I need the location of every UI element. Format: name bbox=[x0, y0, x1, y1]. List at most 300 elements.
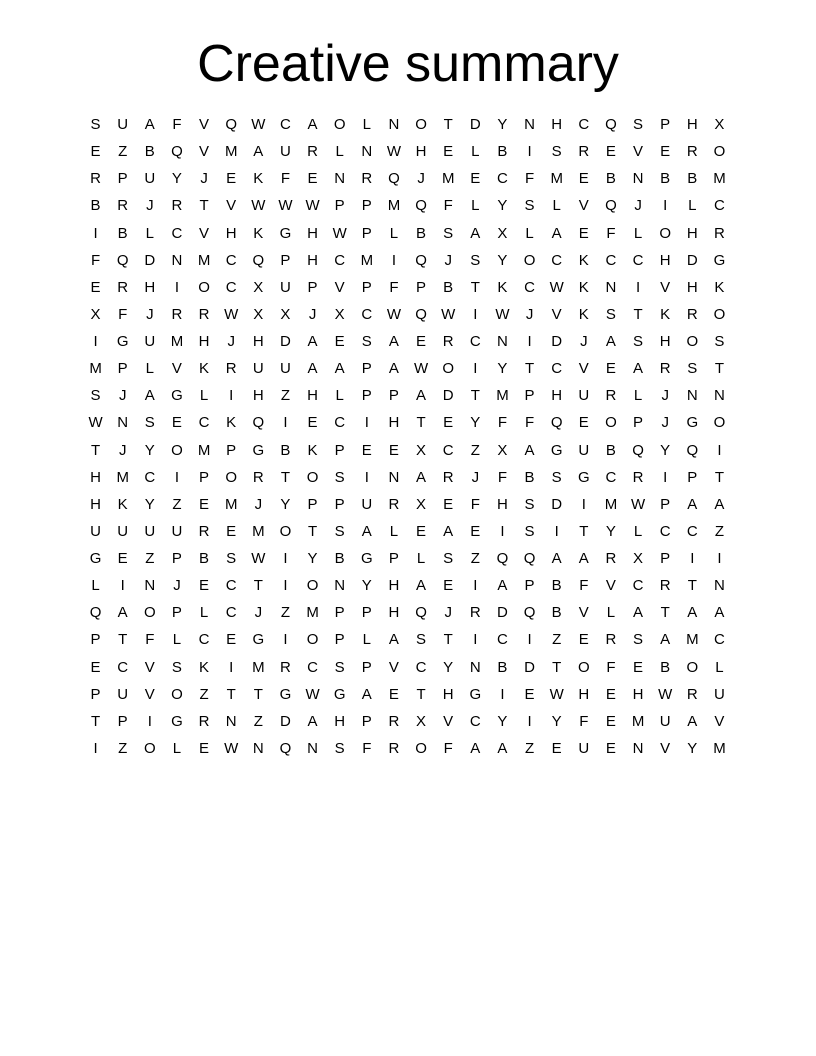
grid-letter-r4-c14: F bbox=[443, 197, 453, 215]
grid-letter-r8-c20: S bbox=[605, 305, 616, 323]
grid-letter-r7-c4: I bbox=[174, 278, 180, 296]
grid-letter-r7-c19: K bbox=[578, 278, 589, 296]
grid-letter-r8-c21: T bbox=[633, 305, 643, 323]
grid-letter-r13-c3: Y bbox=[144, 441, 155, 459]
grid-letter-r12-c3: S bbox=[144, 414, 155, 432]
grid-letter-r12-c22: J bbox=[661, 414, 669, 432]
grid-letter-r6-c3: D bbox=[144, 251, 156, 269]
grid-letter-r16-c1: U bbox=[90, 522, 101, 540]
grid-letter-r12-c23: G bbox=[686, 414, 699, 432]
grid-letter-r3-c16: C bbox=[497, 170, 508, 188]
grid-letter-r4-c13: Q bbox=[415, 197, 427, 215]
grid-letter-r23-c4: G bbox=[171, 712, 183, 730]
grid-letter-r1-c11: L bbox=[362, 116, 371, 134]
grid-letter-r7-c11: P bbox=[361, 278, 372, 296]
grid-letter-r23-c1: T bbox=[90, 712, 101, 730]
grid-letter-r8-c19: K bbox=[578, 305, 589, 323]
grid-letter-r11-c19: U bbox=[578, 387, 590, 405]
grid-letter-r17-c18: A bbox=[551, 550, 562, 568]
grid-letter-r1-c6: Q bbox=[225, 116, 238, 134]
grid-letter-r17-c16: Q bbox=[496, 550, 509, 568]
grid-letter-r14-c19: G bbox=[577, 468, 590, 486]
grid-letter-r7-c17: C bbox=[524, 278, 535, 296]
grid-letter-r24-c14: F bbox=[443, 739, 453, 757]
grid-letter-r6-c2: Q bbox=[116, 251, 129, 269]
grid-letter-r21-c8: R bbox=[280, 658, 291, 676]
grid-letter-r23-c5: R bbox=[198, 712, 210, 730]
grid-letter-r24-c10: S bbox=[334, 739, 345, 757]
grid-letter-r6-c20: C bbox=[605, 251, 617, 269]
grid-letter-r9-c10: E bbox=[334, 333, 345, 351]
grid-letter-r13-c8: B bbox=[280, 441, 291, 459]
grid-letter-r18-c21: C bbox=[632, 577, 644, 595]
grid-letter-r5-c21: L bbox=[633, 224, 643, 242]
grid-letter-r14-c15: J bbox=[471, 468, 480, 486]
grid-letter-r1-c20: Q bbox=[605, 116, 617, 134]
grid-letter-r23-c11: P bbox=[361, 712, 372, 730]
grid-letter-r20-c10: P bbox=[334, 631, 345, 649]
grid-letter-r5-c17: L bbox=[525, 224, 534, 242]
grid-letter-r17-c12: P bbox=[388, 550, 399, 568]
grid-letter-r22-c20: E bbox=[605, 685, 616, 703]
grid-letter-r23-c14: V bbox=[443, 712, 454, 730]
grid-letter-r10-c23: S bbox=[687, 360, 698, 378]
grid-letter-r13-c20: B bbox=[605, 441, 616, 459]
grid-letter-r16-c15: E bbox=[470, 522, 481, 540]
grid-letter-r14-c4: I bbox=[174, 468, 180, 486]
grid-letter-r24-c17: Z bbox=[524, 739, 535, 757]
grid-letter-r24-c16: A bbox=[497, 739, 508, 757]
grid-letter-r18-c12: H bbox=[388, 577, 400, 595]
grid-letter-r8-c4: R bbox=[171, 305, 183, 323]
grid-letter-r24-c8: Q bbox=[279, 739, 292, 757]
grid-letter-r10-c18: C bbox=[551, 360, 563, 378]
grid-letter-r16-c4: U bbox=[171, 522, 183, 540]
grid-letter-r10-c5: K bbox=[199, 360, 210, 378]
grid-letter-r22-c16: I bbox=[500, 685, 505, 703]
grid-letter-r1-c7: W bbox=[251, 116, 266, 134]
grid-letter-r1-c3: A bbox=[144, 116, 155, 134]
grid-letter-r24-c1: I bbox=[93, 739, 98, 757]
grid-letter-r10-c15: I bbox=[473, 360, 478, 378]
grid-letter-r21-c3: V bbox=[144, 658, 155, 676]
grid-letter-r3-c11: R bbox=[361, 170, 373, 188]
grid-letter-r21-c2: C bbox=[117, 658, 129, 676]
grid-letter-r6-c11: M bbox=[360, 251, 374, 269]
grid-letter-r12-c15: Y bbox=[470, 414, 481, 432]
grid-letter-r22-c9: W bbox=[305, 685, 320, 703]
grid-letter-r23-c16: Y bbox=[497, 712, 508, 730]
grid-letter-r17-c21: X bbox=[633, 550, 644, 568]
grid-letter-r5-c18: A bbox=[551, 224, 562, 242]
grid-letter-r17-c23: I bbox=[690, 550, 695, 568]
grid-letter-r1-c13: O bbox=[415, 116, 427, 134]
grid-letter-r14-c13: A bbox=[416, 468, 427, 486]
grid-letter-r16-c6: E bbox=[226, 522, 237, 540]
grid-letter-r17-c24: I bbox=[717, 550, 722, 568]
grid-letter-r4-c23: L bbox=[688, 197, 697, 215]
grid-letter-r21-c21: E bbox=[633, 658, 644, 676]
grid-letter-r13-c2: J bbox=[118, 441, 127, 459]
grid-letter-r22-c19: H bbox=[578, 685, 590, 703]
grid-letter-r19-c5: L bbox=[199, 604, 209, 622]
grid-letter-r7-c5: O bbox=[198, 278, 210, 296]
grid-letter-r3-c4: Y bbox=[171, 170, 182, 188]
grid-letter-r7-c6: C bbox=[225, 278, 237, 296]
grid-letter-r12-c11: I bbox=[364, 414, 369, 432]
grid-letter-r3-c15: E bbox=[470, 170, 481, 188]
grid-letter-r19-c6: C bbox=[225, 604, 237, 622]
grid-letter-r2-c2: Z bbox=[118, 143, 128, 161]
grid-letter-r9-c16: N bbox=[497, 333, 508, 351]
grid-letter-r7-c7: X bbox=[253, 278, 264, 296]
grid-letter-r2-c18: S bbox=[551, 143, 562, 161]
grid-letter-r3-c12: Q bbox=[388, 170, 400, 188]
grid-letter-r17-c20: R bbox=[605, 550, 617, 568]
grid-letter-r23-c6: N bbox=[225, 712, 237, 730]
grid-letter-r13-c12: E bbox=[388, 441, 399, 459]
grid-letter-r23-c22: U bbox=[659, 712, 671, 730]
grid-letter-r13-c1: T bbox=[90, 441, 101, 459]
grid-letter-r3-c8: F bbox=[280, 170, 291, 188]
grid-letter-r15-c23: A bbox=[687, 495, 698, 513]
grid-letter-r8-c2: F bbox=[118, 305, 128, 323]
grid-letter-r14-c2: M bbox=[116, 468, 129, 486]
grid-letter-r5-c13: B bbox=[416, 224, 427, 242]
grid-letter-r11-c17: P bbox=[524, 387, 535, 405]
grid-letter-r6-c1: F bbox=[90, 251, 101, 269]
grid-letter-r6-c19: K bbox=[578, 251, 589, 269]
grid-letter-r11-c2: J bbox=[118, 387, 127, 405]
grid-letter-r24-c5: E bbox=[199, 739, 210, 757]
grid-letter-r12-c10: C bbox=[334, 414, 346, 432]
grid-letter-r15-c18: D bbox=[551, 495, 563, 513]
grid-letter-r16-c16: I bbox=[500, 522, 505, 540]
grid-letter-r2-c10: L bbox=[335, 143, 344, 161]
grid-letter-r19-c10: P bbox=[334, 604, 345, 622]
grid-letter-r9-c6: J bbox=[227, 333, 235, 351]
grid-letter-r16-c23: C bbox=[686, 522, 698, 540]
grid-letter-r18-c20: V bbox=[605, 577, 616, 595]
grid-letter-r1-c23: H bbox=[686, 116, 698, 134]
grid-letter-r3-c2: P bbox=[117, 170, 128, 188]
grid-letter-r13-c18: G bbox=[550, 441, 563, 459]
grid-letter-r2-c19: R bbox=[578, 143, 590, 161]
grid-letter-r12-c20: O bbox=[605, 414, 617, 432]
grid-letter-r15-c12: R bbox=[388, 495, 400, 513]
grid-letter-r20-c4: L bbox=[172, 631, 182, 649]
grid-letter-r6-c7: Q bbox=[252, 251, 265, 269]
grid-letter-r5-c19: E bbox=[578, 224, 589, 242]
grid-letter-r23-c18: Y bbox=[551, 712, 562, 730]
grid-letter-r1-c5: V bbox=[199, 116, 210, 134]
grid-letter-r6-c22: H bbox=[659, 251, 671, 269]
grid-letter-r18-c11: Y bbox=[361, 577, 372, 595]
grid-letter-r6-c16: Y bbox=[497, 251, 508, 269]
grid-letter-r24-c11: F bbox=[362, 739, 372, 757]
grid-letter-r3-c18: M bbox=[550, 170, 563, 188]
grid-letter-r11-c14: D bbox=[442, 387, 454, 405]
grid-letter-r9-c20: A bbox=[605, 333, 616, 351]
grid-letter-r19-c21: A bbox=[633, 604, 644, 622]
grid-letter-r21-c24: L bbox=[715, 658, 724, 676]
grid-letter-r8-c9: J bbox=[308, 305, 317, 323]
grid-letter-r24-c6: W bbox=[224, 739, 239, 757]
grid-letter-r10-c19: V bbox=[578, 360, 589, 378]
grid-letter-r9-c18: D bbox=[551, 333, 563, 351]
grid-letter-r6-c4: N bbox=[171, 251, 183, 269]
grid-letter-r8-c23: R bbox=[686, 305, 698, 323]
grid-letter-r19-c20: L bbox=[606, 604, 616, 622]
grid-letter-r20-c6: E bbox=[226, 631, 237, 649]
grid-letter-r12-c6: K bbox=[226, 414, 237, 432]
grid-letter-r9-c21: S bbox=[633, 333, 644, 351]
grid-letter-r6-c21: C bbox=[632, 251, 644, 269]
grid-letter-r3-c7: K bbox=[253, 170, 264, 188]
page-title: Creative summary bbox=[197, 35, 619, 93]
grid-letter-r9-c12: A bbox=[388, 333, 399, 351]
grid-letter-r8-c14: W bbox=[441, 305, 456, 323]
grid-letter-r19-c17: Q bbox=[523, 604, 536, 622]
grid-letter-r12-c2: N bbox=[117, 414, 129, 432]
grid-letter-r4-c7: W bbox=[251, 197, 266, 215]
grid-letter-r10-c11: P bbox=[361, 360, 372, 378]
grid-letter-r2-c13: H bbox=[415, 143, 427, 161]
grid-letter-r9-c5: H bbox=[198, 333, 210, 351]
grid-letter-r3-c3: U bbox=[144, 170, 156, 188]
grid-letter-r3-c21: N bbox=[632, 170, 644, 188]
grid-letter-r1-c24: X bbox=[714, 116, 725, 134]
grid-letter-r24-c19: U bbox=[578, 739, 590, 757]
grid-letter-r20-c1: P bbox=[90, 631, 101, 649]
grid-letter-r18-c2: I bbox=[120, 577, 125, 595]
grid-letter-r21-c5: K bbox=[199, 658, 210, 676]
grid-letter-r16-c24: Z bbox=[714, 522, 725, 540]
grid-letter-r22-c5: Z bbox=[199, 685, 209, 703]
grid-letter-r20-c9: O bbox=[306, 631, 319, 649]
grid-letter-r15-c14: E bbox=[443, 495, 454, 513]
grid-letter-r18-c4: J bbox=[173, 577, 181, 595]
grid-letter-r8-c12: W bbox=[386, 305, 402, 323]
grid-letter-r12-c7: Q bbox=[252, 414, 265, 432]
grid-letter-r24-c2: Z bbox=[118, 739, 128, 757]
grid-letter-r1-c15: D bbox=[469, 116, 481, 134]
grid-letter-r15-c15: F bbox=[470, 495, 480, 513]
grid-letter-r22-c12: E bbox=[388, 685, 399, 703]
grid-letter-r4-c22: I bbox=[663, 197, 668, 215]
grid-letter-r4-c15: L bbox=[471, 197, 480, 215]
grid-letter-r4-c10: P bbox=[334, 197, 345, 215]
grid-letter-r15-c22: P bbox=[660, 495, 671, 513]
grid-letter-r20-c24: C bbox=[714, 631, 725, 649]
grid-letter-r5-c11: P bbox=[361, 224, 372, 242]
grid-letter-r23-c24: V bbox=[714, 712, 725, 730]
grid-letter-r11-c13: A bbox=[416, 387, 427, 405]
grid-letter-r7-c13: P bbox=[416, 278, 427, 296]
grid-letter-r16-c5: R bbox=[198, 522, 210, 540]
grid-letter-r4-c2: R bbox=[117, 197, 129, 215]
grid-letter-r2-c6: M bbox=[224, 143, 238, 161]
grid-letter-r21-c20: F bbox=[606, 658, 616, 676]
grid-letter-r13-c10: P bbox=[334, 441, 345, 459]
grid-letter-r13-c23: Q bbox=[686, 441, 699, 459]
grid-letter-r3-c1: R bbox=[90, 170, 101, 188]
grid-letter-r14-c20: C bbox=[605, 468, 617, 486]
grid-letter-r20-c19: E bbox=[578, 631, 589, 649]
grid-letter-r7-c20: N bbox=[605, 278, 617, 296]
grid-letter-r22-c7: T bbox=[253, 685, 263, 703]
grid-letter-r9-c15: C bbox=[469, 333, 481, 351]
grid-letter-r2-c14: E bbox=[443, 143, 454, 161]
grid-letter-r2-c7: A bbox=[253, 143, 264, 161]
grid-letter-r5-c12: L bbox=[389, 224, 399, 242]
grid-letter-r5-c6: H bbox=[225, 224, 237, 242]
grid-letter-r16-c10: S bbox=[334, 522, 345, 540]
grid-letter-r22-c22: W bbox=[658, 685, 673, 703]
grid-letter-r23-c9: A bbox=[307, 712, 318, 730]
grid-letter-r19-c1: Q bbox=[89, 604, 102, 622]
grid-letter-r14-c1: H bbox=[90, 468, 101, 486]
grid-letter-r2-c8: U bbox=[280, 143, 291, 161]
grid-letter-r4-c21: J bbox=[634, 197, 642, 215]
grid-letter-r17-c4: P bbox=[171, 550, 182, 568]
grid-letter-r19-c23: A bbox=[687, 604, 698, 622]
grid-letter-r2-c21: V bbox=[633, 143, 644, 161]
grid-letter-r24-c9: N bbox=[307, 739, 318, 757]
grid-letter-r13-c14: C bbox=[442, 441, 454, 459]
grid-letter-r23-c17: I bbox=[527, 712, 532, 730]
grid-letter-r11-c18: H bbox=[551, 387, 563, 405]
grid-letter-r15-c24: A bbox=[714, 495, 725, 513]
grid-letter-r12-c14: E bbox=[443, 414, 454, 432]
grid-letter-r16-c22: C bbox=[659, 522, 671, 540]
grid-letter-r20-c15: I bbox=[473, 631, 478, 649]
grid-letter-r13-c7: G bbox=[252, 441, 265, 459]
grid-letter-r20-c8: I bbox=[283, 631, 288, 649]
grid-letter-r2-c17: I bbox=[527, 143, 532, 161]
grid-letter-r20-c22: A bbox=[660, 631, 671, 649]
grid-letter-r18-c18: B bbox=[551, 577, 562, 595]
grid-letter-r10-c10: A bbox=[334, 360, 345, 378]
grid-letter-r19-c11: P bbox=[361, 604, 372, 622]
grid-letter-r24-c23: Y bbox=[687, 739, 698, 757]
grid-letter-r8-c13: Q bbox=[415, 305, 427, 323]
grid-letter-r5-c3: L bbox=[145, 224, 154, 242]
grid-letter-r22-c23: R bbox=[686, 685, 698, 703]
grid-letter-r19-c13: Q bbox=[415, 604, 427, 622]
grid-letter-r2-c15: L bbox=[471, 143, 480, 161]
grid-letter-r11-c7: H bbox=[252, 387, 264, 405]
grid-letter-r4-c3: J bbox=[146, 197, 154, 215]
grid-letter-r7-c9: P bbox=[307, 278, 318, 296]
grid-letter-r10-c6: R bbox=[225, 360, 237, 378]
grid-letter-r15-c17: S bbox=[524, 495, 535, 513]
grid-letter-r14-c10: S bbox=[334, 468, 345, 486]
grid-letter-r15-c21: W bbox=[630, 495, 646, 513]
grid-letter-r14-c9: O bbox=[306, 468, 319, 486]
grid-letter-r4-c16: Y bbox=[497, 197, 508, 215]
grid-letter-r1-c1: S bbox=[90, 116, 101, 134]
grid-letter-r14-c8: T bbox=[280, 468, 291, 486]
grid-letter-r13-c16: X bbox=[497, 441, 508, 459]
grid-letter-r7-c15: T bbox=[470, 278, 480, 296]
grid-letter-r12-c19: E bbox=[578, 414, 589, 432]
grid-letter-r9-c14: R bbox=[442, 333, 454, 351]
grid-letter-r15-c20: M bbox=[604, 495, 618, 513]
grid-letter-r20-c23: M bbox=[686, 631, 699, 649]
grid-letter-r11-c15: T bbox=[470, 387, 480, 405]
grid-letter-r13-c6: P bbox=[226, 441, 237, 459]
grid-letter-r9-c17: I bbox=[527, 333, 532, 351]
grid-letter-r12-c8: I bbox=[283, 414, 288, 432]
grid-letter-r6-c23: D bbox=[686, 251, 698, 269]
grid-letter-r22-c13: T bbox=[416, 685, 426, 703]
grid-letter-r9-c19: J bbox=[580, 333, 588, 351]
grid-letter-r4-c11: P bbox=[361, 197, 372, 215]
grid-letter-r11-c8: Z bbox=[280, 387, 291, 405]
grid-letter-r21-c22: B bbox=[660, 658, 671, 676]
grid-letter-r18-c22: R bbox=[659, 577, 671, 595]
grid-letter-r8-c10: X bbox=[334, 305, 345, 323]
grid-letter-r19-c8: Z bbox=[280, 604, 291, 622]
grid-letter-r5-c23: H bbox=[686, 224, 698, 242]
grid-letter-r16-c8: O bbox=[279, 522, 292, 540]
grid-letter-r2-c20: E bbox=[605, 143, 616, 161]
grid-letter-r13-c15: Z bbox=[470, 441, 480, 459]
grid-letter-r21-c10: S bbox=[334, 658, 345, 676]
grid-letter-r22-c17: E bbox=[524, 685, 535, 703]
grid-letter-r9-c2: G bbox=[116, 333, 129, 351]
grid-letter-r6-c14: J bbox=[444, 251, 452, 269]
grid-letter-r19-c22: T bbox=[660, 604, 670, 622]
grid-letter-r9-c7: H bbox=[252, 333, 264, 351]
grid-letter-r23-c10: H bbox=[334, 712, 346, 730]
grid-letter-r12-c9: E bbox=[307, 414, 318, 432]
grid-letter-r17-c22: P bbox=[660, 550, 671, 568]
grid-letter-r24-c24: M bbox=[713, 739, 726, 757]
grid-letter-r2-c22: E bbox=[660, 143, 671, 161]
grid-letter-r14-c22: I bbox=[663, 468, 668, 486]
grid-letter-r2-c5: V bbox=[199, 143, 210, 161]
grid-letter-r6-c8: P bbox=[280, 251, 291, 269]
grid-letter-r18-c8: I bbox=[283, 577, 288, 595]
grid-letter-r19-c14: J bbox=[444, 604, 452, 622]
grid-letter-r11-c5: L bbox=[199, 387, 209, 405]
grid-letter-r21-c7: M bbox=[252, 658, 265, 676]
grid-letter-r18-c24: N bbox=[714, 577, 725, 595]
grid-letter-r4-c20: Q bbox=[605, 197, 617, 215]
grid-letter-r20-c16: C bbox=[497, 631, 508, 649]
grid-letter-r17-c6: S bbox=[226, 550, 237, 568]
grid-letter-r16-c18: I bbox=[554, 522, 559, 540]
grid-letter-r21-c18: T bbox=[552, 658, 562, 676]
word-search-grid bbox=[82, 111, 733, 762]
grid-letter-r19-c3: O bbox=[143, 604, 156, 622]
grid-letter-r7-c1: E bbox=[90, 278, 101, 296]
grid-letter-r9-c4: M bbox=[170, 333, 184, 351]
grid-letter-r22-c18: W bbox=[549, 685, 564, 703]
grid-letter-r5-c5: V bbox=[199, 224, 210, 242]
grid-letter-r13-c21: Q bbox=[632, 441, 644, 459]
grid-letter-r14-c24: T bbox=[714, 468, 725, 486]
grid-letter-r15-c4: Z bbox=[172, 495, 182, 513]
grid-letter-r4-c5: T bbox=[199, 197, 209, 215]
grid-letter-r14-c7: R bbox=[252, 468, 264, 486]
grid-letter-r7-c24: K bbox=[714, 278, 725, 296]
grid-letter-r10-c1: M bbox=[89, 360, 102, 378]
grid-letter-r5-c8: G bbox=[279, 224, 292, 242]
grid-letter-r4-c19: V bbox=[578, 197, 589, 215]
